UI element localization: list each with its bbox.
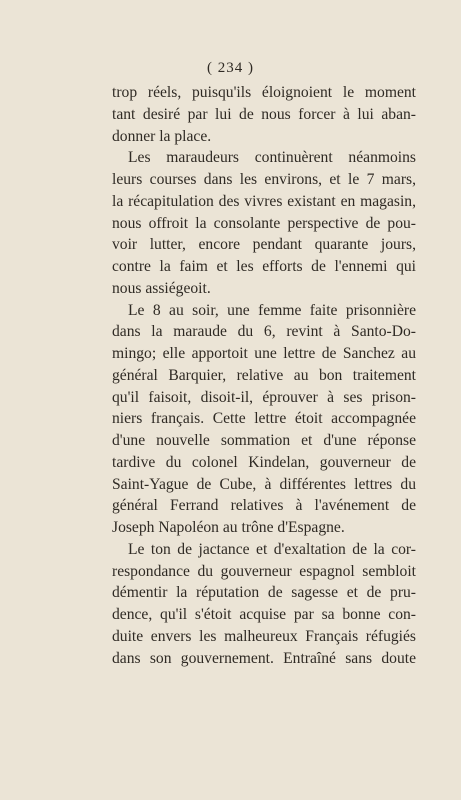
text-line: Le ton de jactance et d'exaltation de la cor-: [128, 540, 416, 558]
text-line: démentir la réputation de sagesse et de pru-: [112, 584, 416, 602]
body-text: [112, 82, 416, 669]
text-line: contre la faim et les efforts de l'ennemi qui: [112, 258, 416, 275]
text-line: Le 8 au soir, une femme faite prisonnière: [128, 301, 416, 319]
text-line: voir lutter, encore pendant quarante jours,: [112, 236, 416, 254]
text-line: la récapitulation des vivres existant en magasin,: [112, 192, 416, 210]
text-line: donner la place.: [112, 127, 212, 145]
text-line: tardive du colonel Kindelan, gouverneur de: [112, 453, 416, 471]
page-number: ( 234 ): [207, 60, 254, 76]
text-line: d'une nouvelle sommation et d'une réponse: [112, 432, 416, 449]
text-line: dans son gouvernement. Entraîné sans doute: [112, 649, 416, 667]
text-line: Saint-Yague de Cube, à différentes lettres du: [112, 475, 416, 493]
text-line: dans la maraude du 6, revint à Santo-Do-: [112, 323, 416, 341]
text-line: niers français. Cette lettre étoit accompagnée: [112, 410, 416, 428]
paragraph: [112, 300, 416, 539]
text-line: dence, qu'il s'étoit acquise par sa bonne con-: [112, 606, 416, 623]
text-line: Les maraudeurs continuèrent néanmoins: [128, 149, 416, 167]
paragraph: [112, 82, 416, 147]
text-line: général Ferrand relatives à l'avénement de: [112, 497, 416, 515]
text-line: trop réels, puisqu'ils éloignoient le moment: [112, 84, 416, 101]
text-line: Joseph Napoléon au trône d'Espagne.: [112, 519, 345, 536]
paragraph: [112, 539, 416, 670]
text-line: tant desiré par lui de nous forcer à lui aban-: [112, 105, 416, 123]
paragraph: [112, 147, 416, 299]
text-line: nous assiégeoit.: [112, 279, 211, 297]
text-line: qu'il faisoit, disoit-il, éprouver à ses prison-: [112, 388, 416, 406]
text-line: respondance du gouverneur espagnol sembloit: [112, 562, 416, 580]
text-line: nous offroit la consolante perspective de pou-: [112, 214, 416, 232]
text-line: mingo; elle apportoit une lettre de Sanchez au: [112, 345, 416, 362]
text-line: duite envers les malheureux Français réfugiés: [112, 627, 416, 645]
text-line: leurs courses dans les environs, et le 7 mars,: [112, 171, 416, 188]
text-line: général Barquier, relative au bon traitement: [112, 366, 416, 384]
